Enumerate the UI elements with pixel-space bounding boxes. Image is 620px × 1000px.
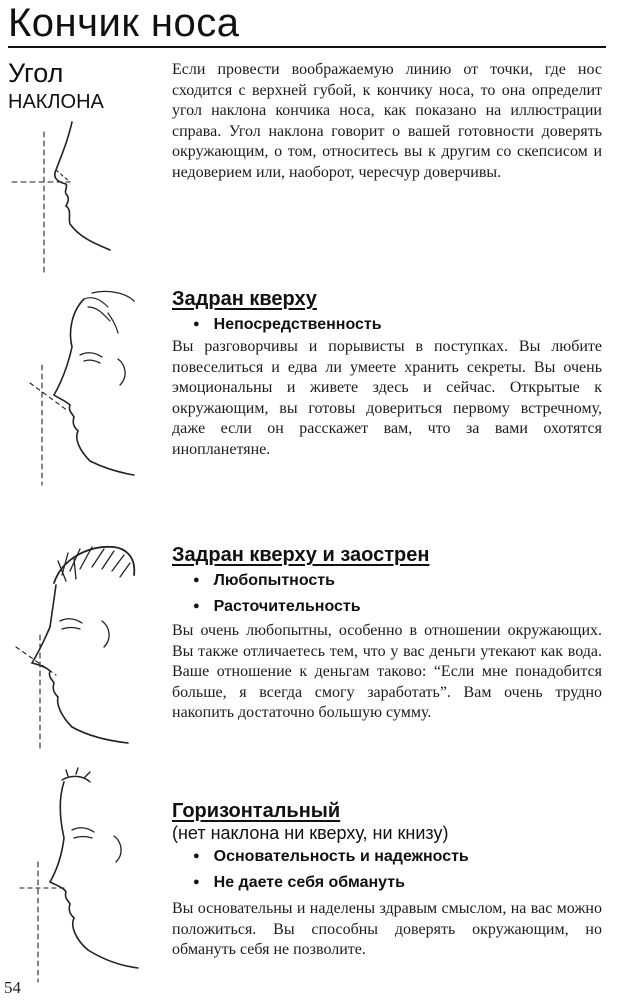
- bullet-item: ● Не даете себя обмануть: [193, 873, 593, 894]
- intro-heading-line2: НАКЛОНА: [8, 91, 104, 113]
- intro-heading-line1: Угол: [8, 58, 64, 88]
- bullet-item: ● Основательность и надежность: [193, 847, 593, 868]
- bullet-item: ● Непосредственность: [193, 315, 593, 336]
- section-paragraph: Вы основательны и наделены здравым смыслом, на вас можно положиться. Вы способны доверять окружающим, но обмануть себя не позволите.: [172, 900, 602, 958]
- bullet-item: ● Расточительность: [193, 597, 593, 618]
- horizontal-nose-face-icon: [18, 770, 143, 985]
- upturned-pointed-nose-face-icon: [10, 535, 145, 755]
- title-divider: [8, 46, 606, 48]
- nose-angle-profile-icon: [10, 118, 120, 278]
- bullet-item: ● Любопытность: [193, 571, 593, 592]
- section-subheading: (нет наклона ни кверху, ни книзу): [172, 823, 449, 843]
- page-title: Кончик носа: [8, 1, 240, 45]
- section-paragraph: Вы очень любопытны, особенно в отношении окружающих. Вы также отличаетесь тем, что у вас деньги утекают как вода. Ваше отношение к деньгам таково: “Если мне понадобится больше, я всегда смогу заработать”. Вам очень трудно накопить достаточно большую сумму.: [172, 622, 602, 721]
- section-heading: Задран кверху: [172, 288, 317, 310]
- section-heading: Задран кверху и заострен: [172, 544, 430, 566]
- intro-paragraph: Если провести воображаемую линию от точки, где нос сходится с верхней губой, к кончику носа, то она определит угол наклона кончика носа, как показано на иллюстрации справа. Угол наклона говорит о вашей готовности доверять окружающим, о том, относитесь вы к другим со скепсисом и недоверием или, наоборот, чересчур доверчивы.: [172, 61, 602, 181]
- intro-heading: [8, 58, 148, 114]
- section-paragraph: Вы разговорчивы и порывисты в поступках. Вы любите повеселиться и едва ли умеете хранить секреты. Вы очень эмоциональны и живете здесь и сейчас. Открытые к окружающим, вы готовы довериться первому встречному, даже если он расскажет вам, что за вами охотятся инопланетяне.: [172, 338, 602, 458]
- upturned-nose-face-icon: [22, 285, 142, 490]
- page-number: 54: [4, 978, 21, 997]
- section-heading: Горизонтальный: [172, 800, 341, 822]
